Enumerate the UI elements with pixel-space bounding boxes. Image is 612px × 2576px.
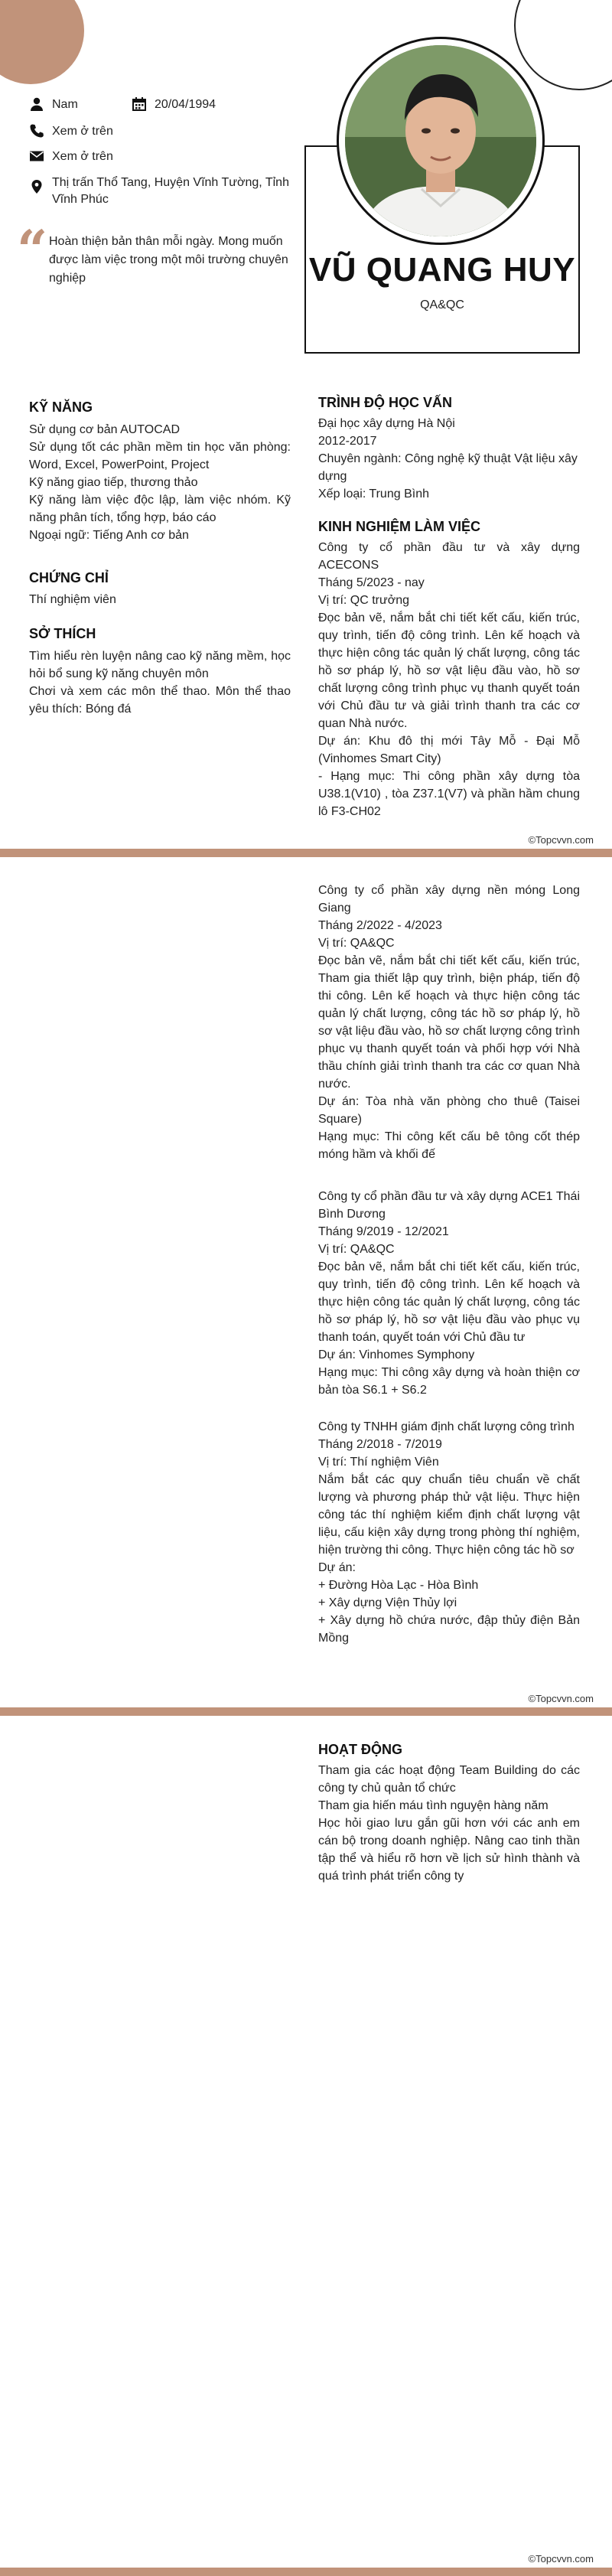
job-period: Tháng 9/2019 - 12/2021 [318, 1225, 449, 1238]
career-objective: Hoàn thiện bản thân mỗi ngày. Mong muốn được làm việc trong một môi trường chuyên nghiệp [49, 235, 288, 285]
job-scope: Hạng mục: Thi công kết cấu bê tông cốt thép móng hầm và khối đế [318, 1130, 580, 1161]
job-title: QA&QC [420, 298, 464, 311]
hobby-item: Tìm hiểu rèn luyện nâng cao kỹ năng mềm, học hỏi bổ sung kỹ năng chuyên môn [29, 650, 291, 680]
phone-value: Xem ở trên [52, 125, 113, 138]
phone-row [29, 123, 113, 140]
skills-heading: KỸ NĂNG [29, 399, 93, 415]
job-position: Vị trí: QA&QC [318, 937, 395, 950]
job-period: Tháng 5/2023 - nay [318, 576, 425, 589]
hobbies-list [29, 647, 291, 718]
job-scope: - Hạng mục: Thi công phần xây dựng tòa U38.1(V10) , tòa Z37.1(V7) và phần hầm chung lô F3-CH02 [318, 770, 580, 818]
experience-item-2 [318, 882, 580, 1163]
education-years: 2012-2017 [318, 435, 377, 448]
certificates-heading: CHỨNG CHỈ [29, 570, 109, 585]
address-row [29, 174, 289, 208]
birthday-row [132, 96, 216, 113]
page-separator [0, 2568, 612, 2576]
company-name: Công ty cổ phần xây dựng nền móng Long Giang [318, 884, 580, 915]
skill-item: Sử dụng tốt các phần mềm tin học văn phòng: Word, Excel, PowerPoint, Project [29, 441, 291, 471]
education-heading: TRÌNH ĐỘ HỌC VẤN [318, 395, 452, 410]
location-pin-icon [29, 179, 44, 194]
job-scope: Hạng mục: Thi công xây dựng và hoàn thiện cơ bản tòa S6.1 + S6.2 [318, 1366, 580, 1397]
cv-page-1 [0, 0, 612, 857]
hobby-item: Chơi và xem các môn thể thao. Môn thể thao yêu thích: Bóng đá [29, 685, 291, 716]
job-project-item: + Xây dựng hồ chứa nước, đập thủy điện Bản Mồng [318, 1614, 580, 1645]
page-separator [0, 1707, 612, 1716]
activity-item: Tham gia hiến máu tình nguyện hàng năm [318, 1799, 549, 1812]
certificates-list [29, 591, 291, 608]
avatar-photo [345, 45, 536, 236]
email-row [29, 148, 113, 165]
portrait-illustration [345, 45, 536, 236]
job-position: Vị trí: Thí nghiệm Viên [318, 1456, 439, 1469]
job-project: Dự án: Tòa nhà văn phòng cho thuê (Taisei Square) [318, 1095, 580, 1126]
footer-brand: ©Topcvvn.com [528, 834, 594, 846]
company-name: Công ty cổ phần đầu tư và xây dựng ACECONS [318, 541, 580, 572]
address-value: Thị trấn Thổ Tang, Huyện Vĩnh Tường, Tỉnh Vĩnh Phúc [52, 176, 289, 206]
footer-brand: ©Topcvvn.com [528, 1693, 594, 1704]
job-project: Dự án: [318, 1561, 356, 1574]
experience-item-4 [318, 1418, 580, 1647]
footer-brand: ©Topcvvn.com [528, 2553, 594, 2565]
education-school: Đại học xây dựng Hà Nội [318, 417, 455, 430]
full-name: VŨ QUANG HUY [308, 251, 576, 289]
education-grade: Xếp loại: Trung Bình [318, 487, 429, 501]
job-project-item: + Xây dựng Viện Thủy lợi [318, 1596, 457, 1609]
activity-item: Học hỏi giao lưu gắn gũi hơn với các anh em cán bộ trong doanh nghiệp. Nâng cao tinh thần tập thể và hiểu rõ hơn về lịch sử hình thành và quá trình phát triển công ty [318, 1817, 580, 1883]
activity-item: Tham gia các hoạt động Team Building do các công ty chủ quản tổ chức [318, 1764, 580, 1795]
certificate-item: Thí nghiệm viên [29, 593, 116, 606]
job-project-item: + Đường Hòa Lạc - Hòa Bình [318, 1579, 479, 1592]
gender-value: Nam [52, 98, 78, 111]
company-name: Công ty cổ phần đầu tư và xây dựng ACE1 Thái Bình Dương [318, 1190, 580, 1221]
activities-heading: HOẠT ĐỘNG [318, 1742, 402, 1757]
experience-heading: KINH NGHIỆM LÀM VIỆC [318, 519, 481, 534]
gender-row [29, 96, 78, 113]
cv-page-3 [0, 1716, 612, 2576]
hobbies-heading: SỞ THÍCH [29, 626, 96, 641]
job-description: Đọc bản vẽ, nắm bắt chi tiết kết cấu, kiến trúc, quy trình, tiến độ công trình. Lên kế hoạch và thực hiện công tác quản lý chất lượng, công tác hồ sơ pháp lý, hồ sơ vật liệu đầu vào phục vụ thanh toán, quyết toán với Chủ đầu tư [318, 1260, 580, 1344]
job-period: Tháng 2/2018 - 7/2019 [318, 1438, 442, 1451]
education-details [318, 415, 580, 503]
cv-page-2 [0, 857, 612, 1716]
job-description: Đọc bản vẽ, nắm bắt chi tiết kết cấu, kiến trúc, quy trình, tiến độ công trình. Lên kế hoạch và thực hiện công tác quản lý chất lượng, công tác hồ sơ pháp lý, hồ sơ vật liệu đầu vào, hồ sơ chất lượng công trình phục vụ thanh quyết toán với Chủ đầu tư và giải trình thanh tra các cơ quan Nhà nước. [318, 611, 580, 730]
skill-item: Sử dụng cơ bản AUTOCAD [29, 423, 180, 436]
skill-item: Ngoại ngữ: Tiếng Anh cơ bản [29, 529, 189, 542]
job-description: Nắm bắt các quy chuẩn tiêu chuẩn về chất lượng và phương pháp thử vật liệu. Thực hiện công tác thí nghiệm kiểm định chất lượng vật liệu, cấu kiện xây dựng trong phòng thí nghiệm, hiện trường thi công. Thực hiện công tác hồ sơ [318, 1473, 580, 1557]
job-description: Đọc bản vẽ, nắm bắt chi tiết kết cấu, kiến trúc, Tham gia thiết lập quy trình, biện pháp, tiến độ thi công. Lên kế hoạch và thực hiện công tác quản lý chất lượng, công tác hồ sơ pháp lý, hồ sơ vật liệu đầu vào, hồ sơ chất lượng công trình phục vụ thanh quyết toán và phối hợp với Nhà thầu chính giải trình thanh tra các cơ quan Nhà nước. [318, 954, 580, 1091]
job-project: Dự án: Khu đô thị mới Tây Mỗ - Đại Mỗ (Vinhomes Smart City) [318, 735, 580, 765]
job-project: Dự án: Vinhomes Symphony [318, 1348, 475, 1361]
decorative-quarter-circle [0, 0, 84, 84]
skills-list [29, 421, 291, 544]
quote-icon: “ [17, 218, 48, 282]
calendar-icon [132, 96, 147, 112]
birthday-value: 20/04/1994 [155, 98, 216, 111]
company-name: Công ty TNHH giám định chất lượng công trình [318, 1420, 575, 1433]
skill-item: Kỹ năng làm việc độc lập, làm việc nhóm. Kỹ năng phân tích, tổng hợp, báo cáo [29, 494, 291, 524]
avatar [337, 37, 545, 245]
phone-icon [29, 123, 44, 139]
job-position: Vị trí: QC trưởng [318, 594, 409, 607]
page-separator [0, 849, 612, 857]
decorative-ring [514, 0, 612, 90]
email-value: Xem ở trên [52, 150, 113, 163]
skill-item: Kỹ năng giao tiếp, thương thảo [29, 476, 198, 489]
person-icon [29, 96, 44, 112]
envelope-icon [29, 148, 44, 164]
activities-list [318, 1762, 580, 1885]
education-major: Chuyên ngành: Công nghệ kỹ thuật Vật liệu xây dựng [318, 452, 578, 483]
experience-item-1 [318, 539, 580, 820]
job-period: Tháng 2/2022 - 4/2023 [318, 919, 442, 932]
job-position: Vị trí: QA&QC [318, 1243, 395, 1256]
experience-item-3 [318, 1188, 580, 1399]
